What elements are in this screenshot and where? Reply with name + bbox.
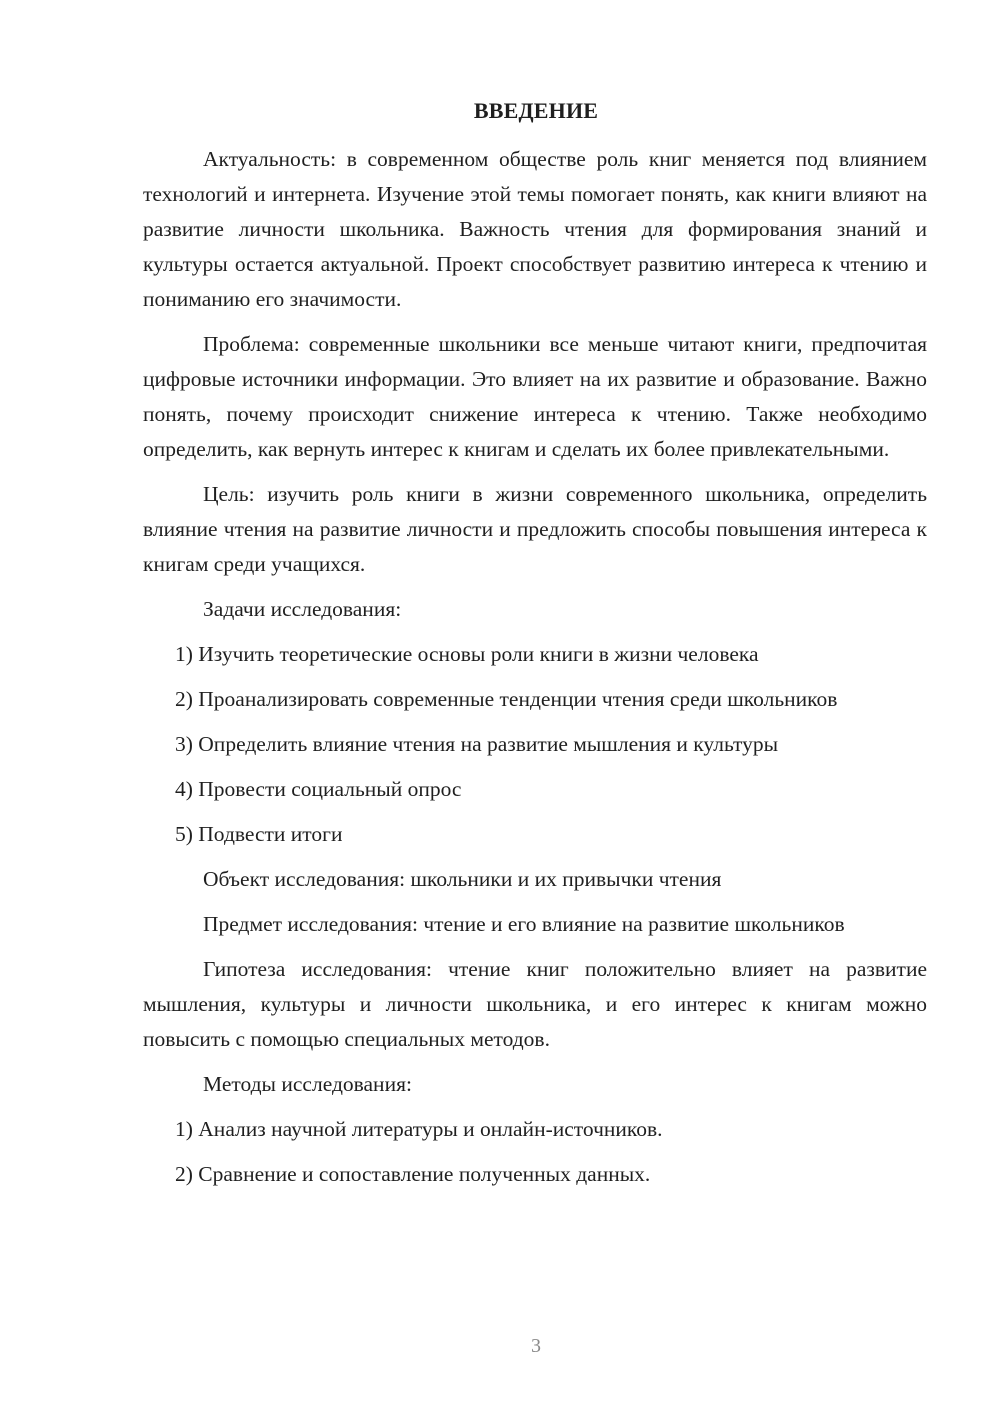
- list-item-task-1: 1) Изучить теоретические основы роли книги в жизни человека: [175, 642, 759, 666]
- paragraph-problem: Проблема: современные школьники все меньше читают книги, предпочитая цифровые источники информации. Это влияет на их развитие и образование. Важно понять, почему происходит снижение интереса к чтению. Также необходимо определить, как вернуть интерес к книгам и сделать их более привлекательными.: [143, 332, 927, 461]
- list-item-task-2: 2) Проанализировать современные тенденции чтения среди школьников: [175, 687, 838, 711]
- list-item-task-5: 5) Подвести итоги: [175, 822, 343, 846]
- list-item-task-4: 4) Провести социальный опрос: [175, 777, 462, 801]
- paragraph-methods-title: Методы исследования:: [203, 1072, 412, 1096]
- paragraph-hypothesis: Гипотеза исследования: чтение книг положительно влияет на развитие мышления, культуры и личности школьника, и его интерес к книгам можно повысить с помощью специальных методов.: [143, 957, 927, 1051]
- list-item-task-3: 3) Определить влияние чтения на развитие мышления и культуры: [175, 732, 779, 756]
- page-number: 3: [531, 1335, 541, 1357]
- section-heading: ВВЕДЕНИЕ: [473, 98, 599, 123]
- paragraph-object: Объект исследования: школьники и их привычки чтения: [203, 867, 722, 891]
- list-item-method-2: 2) Сравнение и сопоставление полученных данных.: [175, 1162, 651, 1186]
- body-text: [143, 142, 927, 1202]
- paragraph-subject: Предмет исследования: чтение и его влияние на развитие школьников: [203, 912, 845, 936]
- paragraph-tasks-title: Задачи исследования:: [203, 597, 402, 621]
- paragraph-relevance: Актуальность: в современном обществе роль книг меняется под влиянием технологий и интернета. Изучение этой темы помогает понять, как книги влияют на развитие личности школьника. Важность чтения для формирования знаний и культуры остается актуальной. Проект способствует развитию интереса к чтению и пониманию его значимости.: [143, 147, 927, 311]
- paragraph-goal: Цель: изучить роль книги в жизни современного школьника, определить влияние чтения на развитие личности и предложить способы повышения интереса к книгам среди учащихся.: [143, 482, 927, 576]
- list-item-method-1: 1) Анализ научной литературы и онлайн-источников.: [175, 1117, 663, 1141]
